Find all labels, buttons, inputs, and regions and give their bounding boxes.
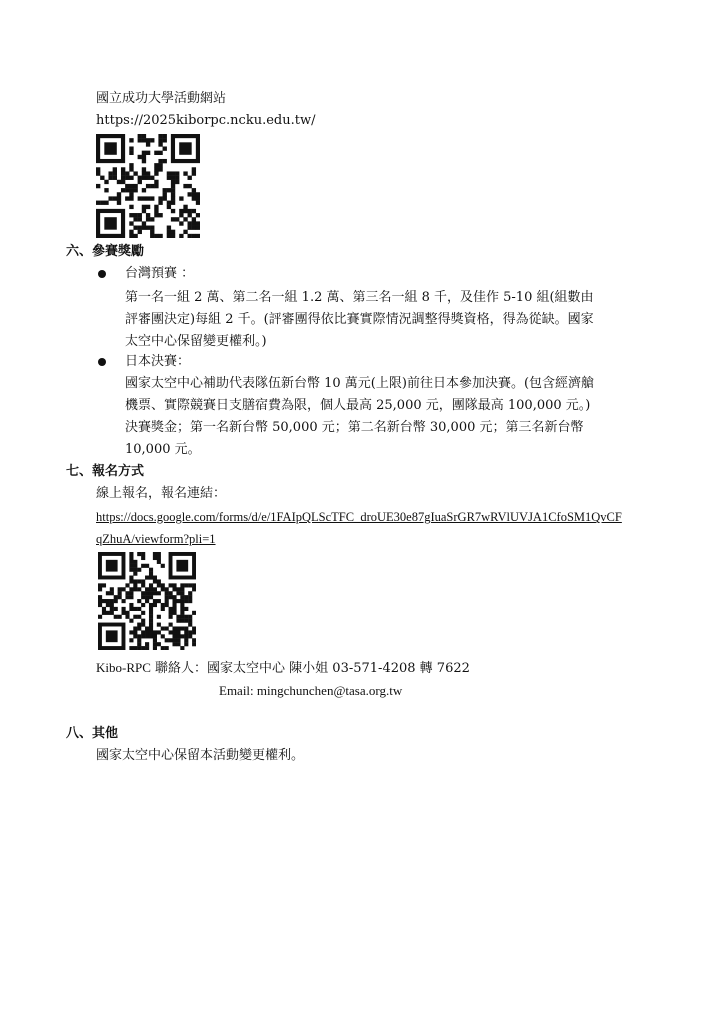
qr-code-icon	[96, 134, 200, 238]
section-eight-heading: 八、其他	[66, 726, 119, 741]
registration-link[interactable]: https://docs.google.com/forms/d/e/1FAIpQLScTFC_droUE30e87gIuaSrGR7wRVlUVJA1CfoSM1QvCF	[96, 510, 622, 524]
taiwan-prelim-line: 評審團決定)每組 2 千。(評審團得依比賽實際情況調整得獎資格，得為從缺。國家	[125, 312, 594, 327]
qr-code-icon	[98, 552, 196, 650]
other-text: 國家太空中心保留本活動變更權利。	[96, 748, 305, 763]
section-six-heading: 六、參賽獎勵	[66, 244, 145, 259]
bullet-icon	[98, 270, 106, 278]
taiwan-prelim-line: 太空中心保留變更權利。)	[125, 334, 267, 349]
contact-line	[96, 659, 470, 678]
site-url[interactable]: https://2025kiborpc.ncku.edu.tw/	[96, 113, 316, 128]
section-seven-heading: 七、報名方式	[66, 464, 145, 479]
contact-prefix: Kibo-RPC	[96, 660, 151, 675]
taiwan-prelim-title: 台灣預賽 ：	[125, 266, 195, 281]
japan-final-line: 國家太空中心補助代表隊伍新台幣 10 萬元(上限)前往日本參加決賽。(包含經濟艙	[125, 376, 595, 391]
contact-text: 聯絡人：國家太空中心 陳小姐 03-571-4208 轉 7622	[150, 661, 470, 676]
japan-final-line: 機票、實際競賽日支膳宿費為限，個人最高 25,000 元，團隊最高 100,000 元。)	[125, 398, 591, 413]
registration-intro: 線上報名，報名連結：	[96, 486, 227, 501]
japan-final-line: 10,000 元。	[125, 442, 201, 457]
bullet-icon	[98, 358, 106, 366]
taiwan-prelim-line: 第一名一組 2 萬、第二名一組 1.2 萬、第三名一組 8 千，及佳作 5-10 組(組數由	[125, 290, 594, 305]
registration-link-continued[interactable]: qZhuA/viewform?pli=1	[96, 532, 216, 546]
site-name: 國立成功大學活動網站	[96, 91, 227, 106]
contact-email[interactable]: Email: mingchunchen@tasa.org.tw	[219, 683, 403, 698]
japan-final-title: 日本決賽：	[125, 354, 191, 369]
japan-final-line: 決賽獎金；第一名新台幣 50,000 元；第二名新台幣 30,000 元；第三名新台幣	[125, 420, 584, 435]
